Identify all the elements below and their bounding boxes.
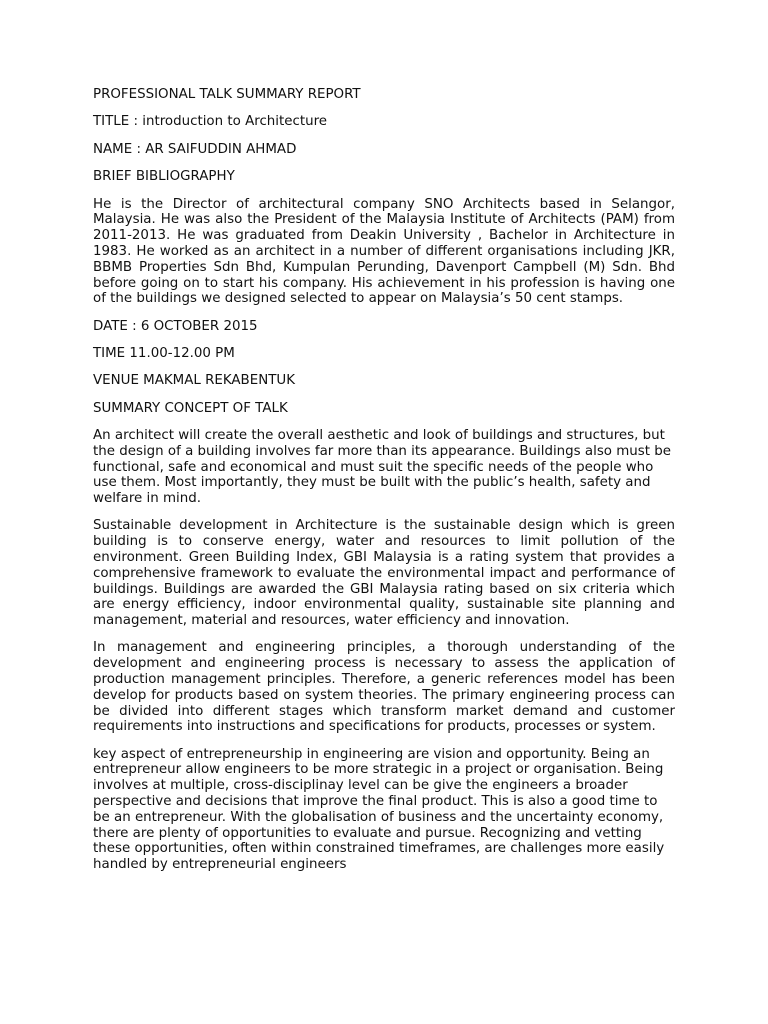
summary-paragraph-3: In management and engineering principles, a thorough understanding of the development and engineering process is necessary to assess the application of production management principles. Therefore, a generic references model has been develop for products based on system theories. The primary engineering process can be divided into different stages which transform market demand and customer requirements into instructions and specifications for products, processes or system. [93, 640, 675, 735]
talk-title: TITLE : introduction to Architecture [93, 114, 328, 130]
summary-paragraph-2: Sustainable development in Architecture is the sustainable design which is green building is to conserve energy, water and resources to limit pollution of the environment. Green Building Index, GBI Malaysia is a rating system that provides a comprehensive framework to evaluate the environmental impact and performance of buildings. Buildings are awarded the GBI Malaysia rating based on six criteria which are energy efficiency, indoor environmental quality, sustainable site planning and management, material and resources, water efficiency and innovation. [93, 518, 675, 629]
bibliography-paragraph: He is the Director of architectural company SNO Architects based in Selangor, Malaysia. He was also the President of the Malaysia Institute of Architects (PAM) from 2011-2013. He was graduated from Deakin University , Bachelor in Architecture in 1983. He worked as an architect in a number of different organisations including JKR, BBMB Properties Sdn Bhd, Kumpulan Perunding, Davenport Campbell (M) Sdn. Bhd before going on to start his company. His achievement in his profession is having one of the buildings we designed selected to appear on Malaysia’s 50 cent stamps. [93, 196, 675, 307]
report-title: PROFESSIONAL TALK SUMMARY REPORT [93, 87, 361, 102]
summary-paragraph-1: An architect will create the overall aesthetic and look of buildings and structures, but the design of a building involves far more than its appearance. Buildings also must be functional, safe and economical and must suit the specific needs of the people who use them. Most importantly, they must be built with the public’s health, safety and welfare in mind. [93, 428, 672, 507]
speaker-name: NAME : AR SAIFUDDIN AHMAD [93, 141, 297, 157]
document-page [93, 87, 675, 884]
talk-venue: VENUE MAKMAL REKABENTUK [93, 373, 295, 389]
talk-time: TIME 11.00-12.00 PM [93, 345, 235, 361]
summary-heading: SUMMARY CONCEPT OF TALK [93, 400, 288, 416]
talk-date: DATE : 6 OCTOBER 2015 [93, 318, 258, 334]
bibliography-heading: BRIEF BIBLIOGRAPHY [93, 169, 235, 185]
summary-paragraph-4: key aspect of entrepreneurship in engineering are vision and opportunity. Being an entrepreneur allow engineers to be more strategic in a project or organisation. Being involves at multiple, cross-disciplinay level can be give the engineers a broader perspective and decisions that improve the final product. This is also a good time to be an entrepreneur. With the globalisation of business and the uncertainty economy, there are plenty of opportunities to evaluate and pursue. Recognizing and vetting these opportunities, often within constrained timeframes, are challenges more easily handled by entrepreneurial engineers [93, 746, 665, 873]
